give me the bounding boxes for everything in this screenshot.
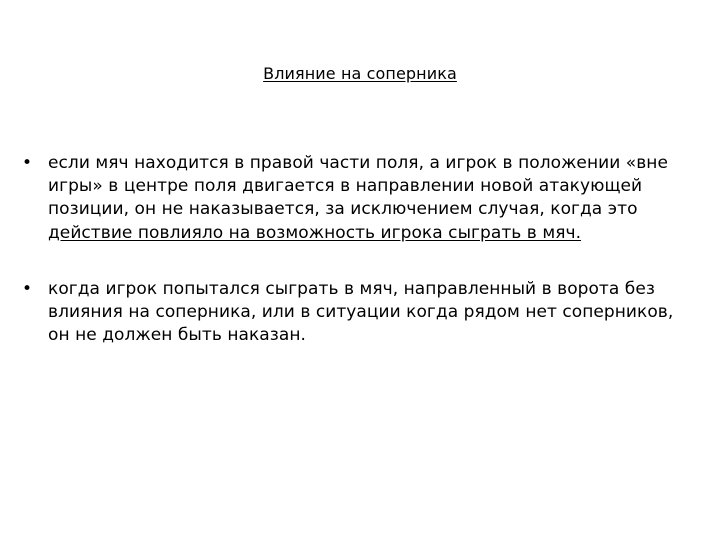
bullet-icon: • [22, 278, 33, 299]
bullet-list [22, 152, 682, 347]
bullet-1-text: если мяч находится в правой части поля, а игрок в положении «вне игры» в центре поля двигается в направлении новой атакующей позиции, он не наказывается, за исключением случая, когда это [48, 153, 668, 220]
bullet-1-underlined-text: действие повлияло на возможность игрока сыграть в мяч. [48, 222, 582, 243]
bullet-2-text: когда игрок попытался сыграть в мяч, направленный в ворота без влияния на соперника, или в ситуации когда рядом нет соперников, он не должен быть наказан. [48, 278, 674, 346]
slide-title: Влияние на соперника [263, 64, 457, 83]
bullet-item-1 [22, 152, 682, 245]
bullet-icon: • [22, 153, 33, 173]
bullet-item-2 [22, 278, 682, 348]
